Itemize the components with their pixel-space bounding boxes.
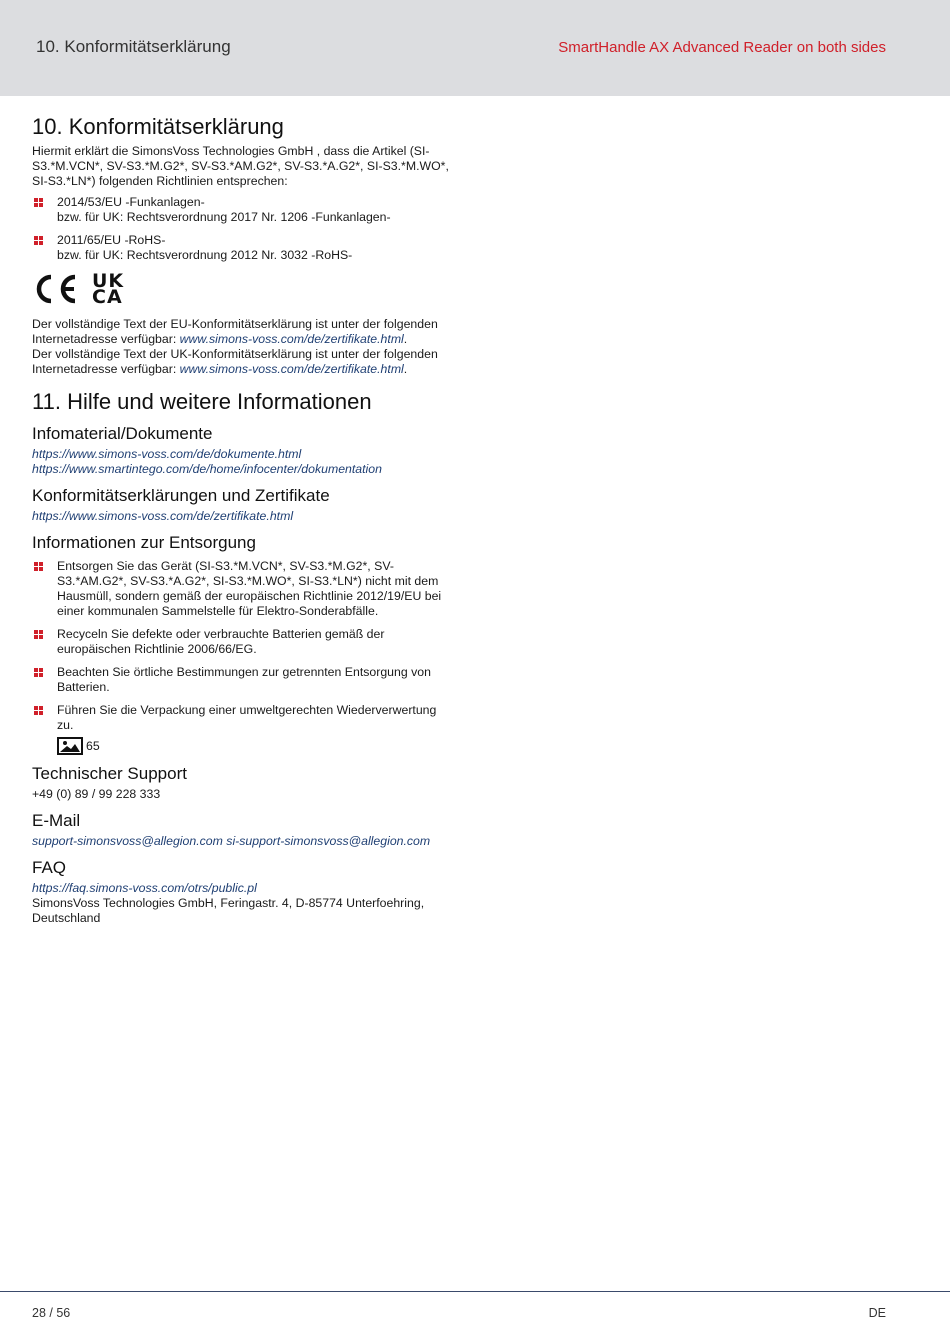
disposal-item-text: Führen Sie die Verpackung einer umweltgerechten Wiederverwertung zu. <box>57 703 437 732</box>
certificates-link[interactable]: https://www.simons-voss.com/de/zertifikate.html <box>32 509 294 523</box>
section-11-heading: 11. Hilfe und weitere Informationen <box>32 389 372 414</box>
list-item <box>32 195 452 225</box>
documents-link[interactable]: https://www.simons-voss.com/de/dokumente.html <box>32 447 302 461</box>
faq-heading: FAQ <box>32 858 67 877</box>
list-item <box>32 627 452 657</box>
disposal-item-text: Recyceln Sie defekte oder verbrauchte Batterien gemäß der europäischen Richtlinie 2006/66/EG. <box>57 627 385 656</box>
support-heading: Technischer Support <box>32 764 187 783</box>
si-support-email-link[interactable]: si-support-simonsvoss@allegion.com <box>226 834 431 848</box>
conformity-intro: Hiermit erklärt die SimonsVoss Technologies GmbH , dass die Artikel (SI-S3.*M.VCN*, SV-S3.*M.G2*, SV-S3.*AM.G2*, SV-S3.*A.G2*, SI-S3.*M.WO*, SI-S3.*LN*) folgenden Richtlinien entsprechen: <box>32 144 449 188</box>
page-number: 28 / 56 <box>32 1306 71 1320</box>
ukca-line1: UK <box>92 270 125 292</box>
support-email-link[interactable]: support-simonsvoss@allegion.com <box>32 834 223 848</box>
documentation-link[interactable]: https://www.smartintego.com/de/home/infocenter/dokumentation <box>32 462 382 476</box>
eu-declaration-text: Der vollständige Text der EU-Konformitätserklärung ist unter der folgenden Internetadresse verfügbar: www.simons-voss.com/de/zertifikate.html. <box>32 317 438 346</box>
language-code: DE <box>868 1306 886 1320</box>
disposal-item-text: Entsorgen Sie das Gerät (SI-S3.*M.VCN*, SV-S3.*M.G2*, SV-S3.*AM.G2*, SV-S3.*A.G2*, SI-S3.*M.WO*, SI-S3.*LN*) nicht mit dem Hausmüll, sondern gemäß der europäischen Richtlinie 2012/19/EU bei einer kommunalen Sammelstelle für Elektro-Sonderabfälle. <box>57 559 442 618</box>
list-item <box>32 703 452 733</box>
image-page-ref: 65 <box>86 738 100 753</box>
image-reference[interactable] <box>32 737 452 755</box>
section-10-heading: 10. Konformitätserklärung <box>32 114 284 139</box>
disposal-item-text: Beachten Sie örtliche Bestimmungen zur getrennten Entsorgung von Batterien. <box>57 665 431 694</box>
support-phone: +49 (0) 89 / 99 228 333 <box>32 787 161 801</box>
bullet-icon <box>34 630 43 639</box>
ukca-mark-icon <box>92 270 125 308</box>
ce-mark-icon <box>32 272 78 306</box>
image-icon <box>57 737 83 755</box>
certification-marks <box>32 271 452 307</box>
bullet-icon <box>34 562 43 571</box>
disposal-heading: Informationen zur Entsorgung <box>32 533 256 552</box>
email-heading: E-Mail <box>32 811 81 830</box>
uk-declaration-text: Der vollständige Text der UK-Konformitätserklärung ist unter der folgenden Internetadresse verfügbar: www.simons-voss.com/de/zertifikate.html. <box>32 347 438 376</box>
directive-line: 2011/65/EU -RoHS- <box>57 233 166 247</box>
directive-uk-line: bzw. für UK: Rechtsverordnung 2012 Nr. 3032 -RoHS- <box>57 248 353 262</box>
bullet-icon <box>34 706 43 715</box>
bullet-icon <box>34 198 43 207</box>
disposal-list <box>32 559 452 733</box>
list-item <box>32 665 452 695</box>
bullet-icon <box>34 668 43 677</box>
directive-list <box>32 195 452 263</box>
footer-divider <box>0 1291 950 1292</box>
main-content <box>32 114 452 926</box>
list-item <box>32 233 452 263</box>
eu-declaration-link[interactable]: www.simons-voss.com/de/zertifikate.html <box>179 332 404 346</box>
certificates-heading: Konformitätserklärungen und Zertifikate <box>32 486 330 505</box>
directive-uk-line: bzw. für UK: Rechtsverordnung 2017 Nr. 1206 -Funkanlagen- <box>57 210 391 224</box>
directive-line: 2014/53/EU -Funkanlagen- <box>57 195 205 209</box>
faq-link[interactable]: https://faq.simons-voss.com/otrs/public.pl <box>32 881 257 895</box>
company-address: SimonsVoss Technologies GmbH, Feringastr. 4, D-85774 Unterfoehring, Deutschland <box>32 896 425 925</box>
ukca-line2: CA <box>92 286 123 308</box>
uk-declaration-link[interactable]: www.simons-voss.com/de/zertifikate.html <box>179 362 404 376</box>
page-header <box>0 0 950 96</box>
header-product-name: SmartHandle AX Advanced Reader on both sides <box>558 39 886 56</box>
info-material-heading: Infomaterial/Dokumente <box>32 424 213 443</box>
list-item <box>32 559 452 619</box>
header-section-title: 10. Konformitätserklärung <box>36 37 231 56</box>
bullet-icon <box>34 236 43 245</box>
